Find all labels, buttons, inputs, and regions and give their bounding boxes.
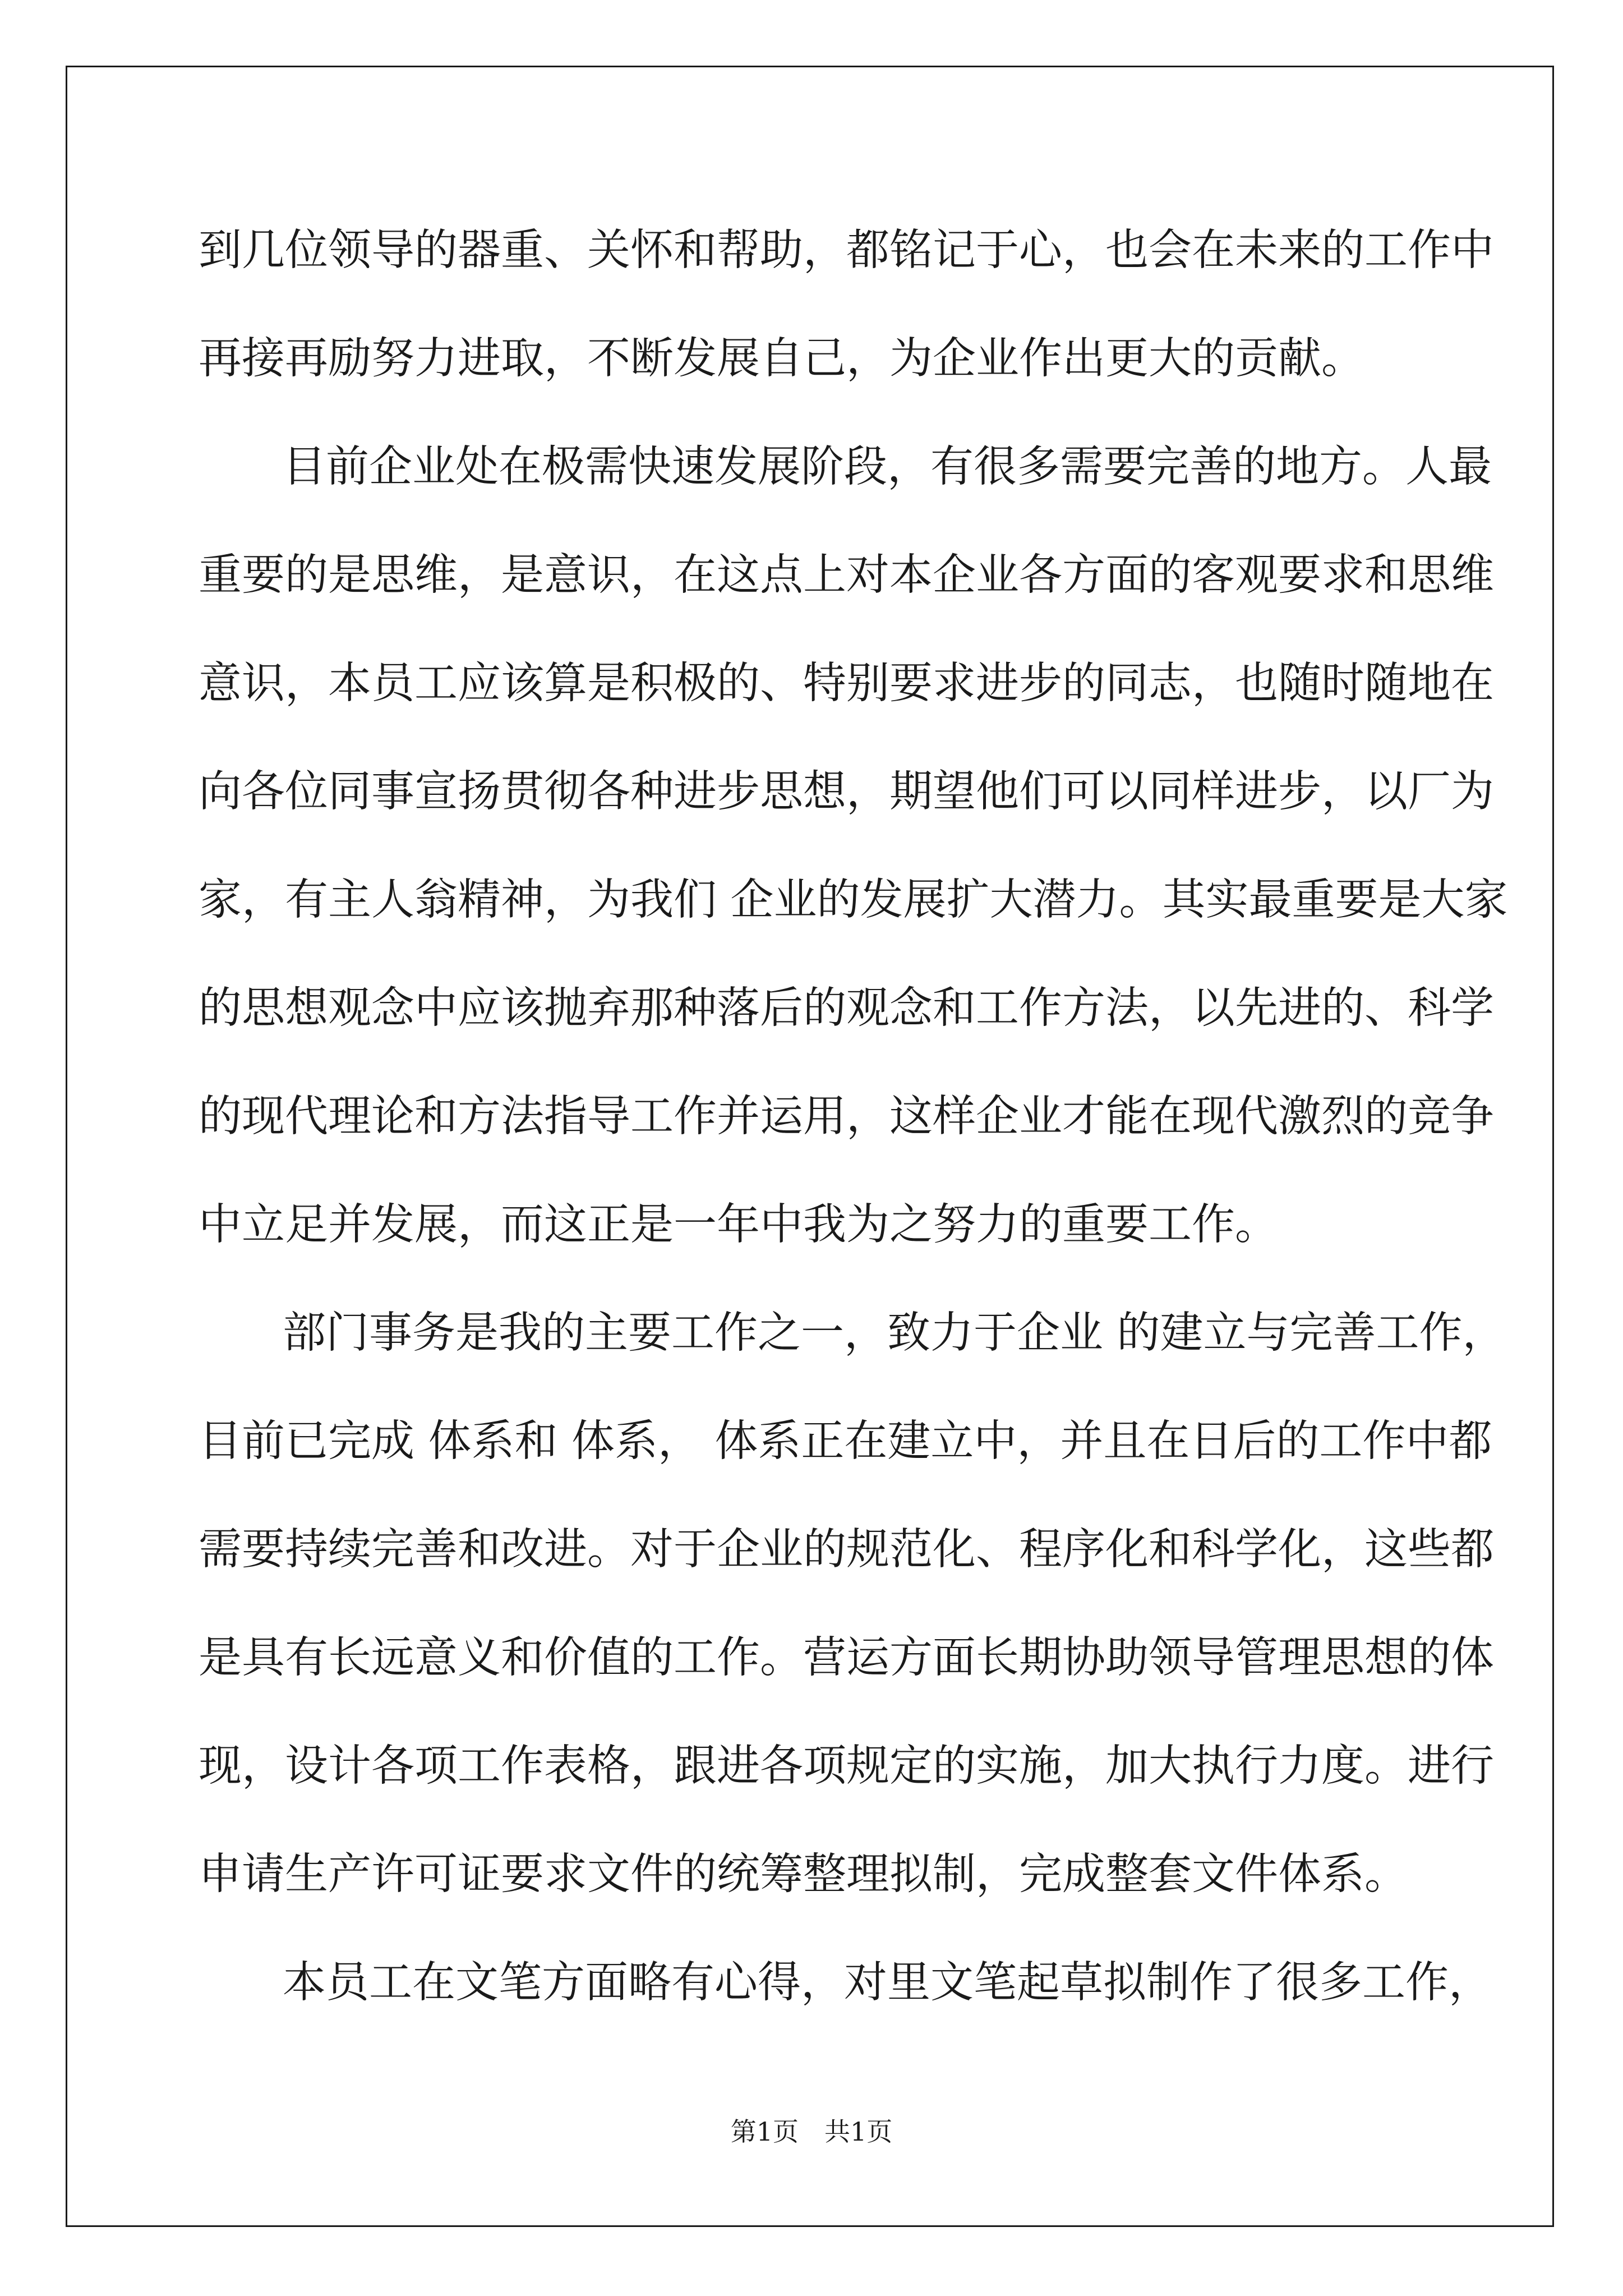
document-body <box>199 196 1508 2037</box>
body-line: 部门事务是我的主要工作之一，致力于企业 的建立与完善工作， <box>283 1308 1506 1358</box>
body-line: 的思想观念中应该抛弃那种落后的观念和工作方法，以先进的、科学 <box>199 983 1494 1033</box>
body-line: 向各位同事宣扬贯彻各种进步思想，期望他们可以同样进步，以厂为 <box>199 767 1494 817</box>
body-line: 现，设计各项工作表格，跟进各项规定的实施，加大执行力度。进行 <box>199 1741 1494 1791</box>
body-line: 是具有长远意义和价值的工作。营运方面长期协助领导管理思想的体 <box>199 1633 1494 1683</box>
body-line: 再接再励努力进取，不断发展自己，为企业作出更大的贡献。 <box>199 334 1364 384</box>
body-line: 本员工在文笔方面略有心得，对里文笔起草拟制作了很多工作， <box>283 1958 1492 2008</box>
body-line: 意识，本员工应该算是积极的、特别要求进步的同志，也随时随地在 <box>199 659 1494 708</box>
body-line: 申请生产许可证要求文件的统筹整理拟制，完成整套文件体系。 <box>199 1849 1408 1899</box>
body-line: 的现代理论和方法指导工作并运用，这样企业才能在现代激烈的竞争 <box>199 1092 1494 1142</box>
page-footer: 第1页 共1页 <box>730 2116 893 2147</box>
body-line: 需要持续完善和改进。对于企业的规范化、程序化和科学化，这些都 <box>199 1525 1494 1575</box>
body-line: 家，有主人翁精神，为我们 企业的发展扩大潜力。其实最重要是大家 <box>199 875 1508 925</box>
body-line: 目前已完成 体系和 体系， 体系正在建立中，并且在日后的工作中都 <box>199 1416 1492 1466</box>
body-line: 中立足并发展，而这正是一年中我为之努力的重要工作。 <box>199 1200 1278 1250</box>
body-line: 到几位领导的器重、关怀和帮助，都铭记于心，也会在未来的工作中 <box>199 226 1494 275</box>
body-line: 重要的是思维，是意识，在这点上对本企业各方面的客观要求和思维 <box>199 550 1494 600</box>
body-line: 目前企业处在极需快速发展阶段，有很多需要完善的地方。人最 <box>283 442 1492 492</box>
